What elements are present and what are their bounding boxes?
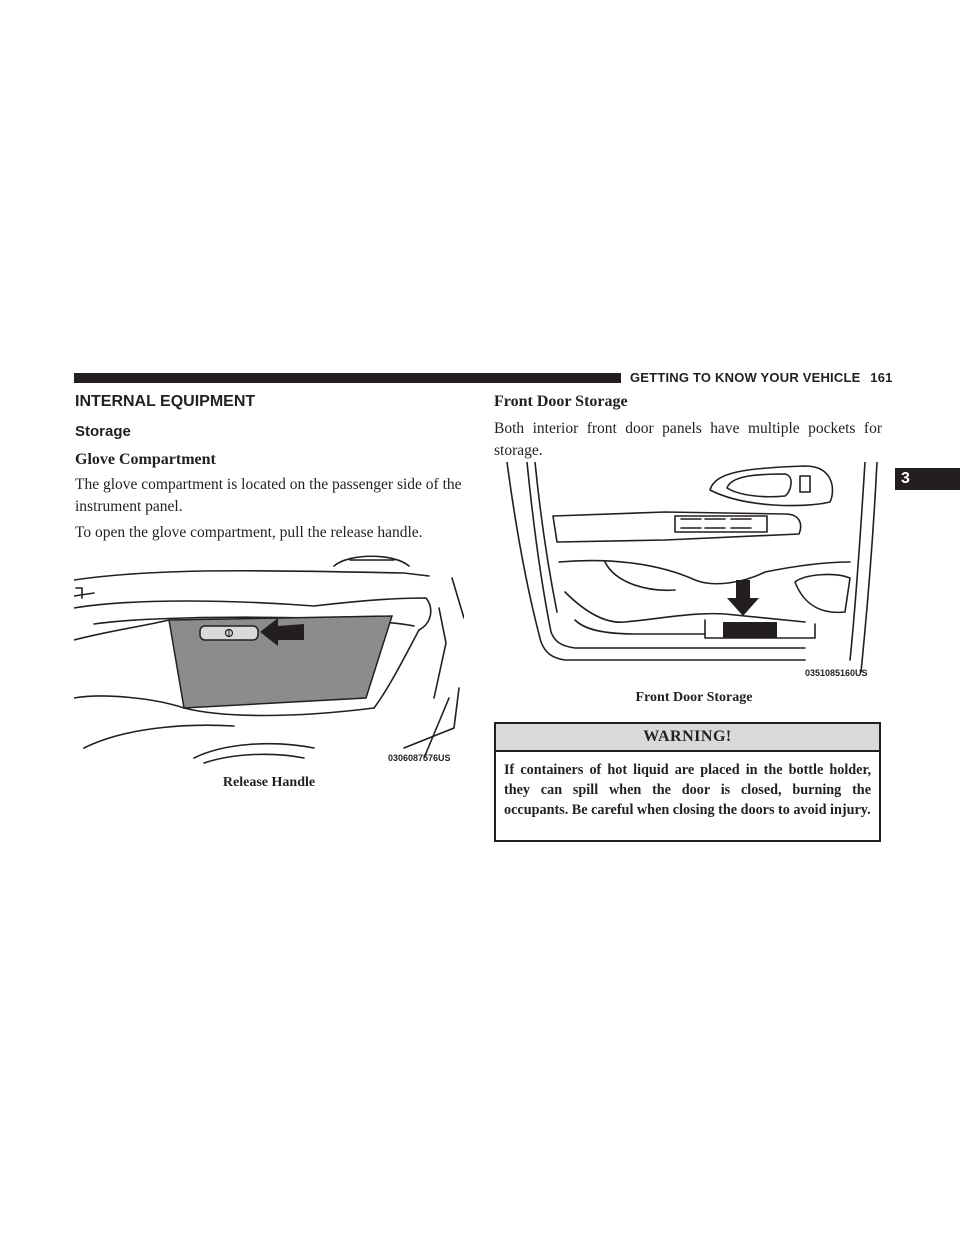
section-heading: INTERNAL EQUIPMENT [75,393,256,410]
page-number: 161 [870,370,893,385]
door-figure-caption: Front Door Storage [635,690,753,705]
door-storage-heading: Front Door Storage [494,393,628,410]
glove-paragraph-1: The glove compartment is located on the passenger side of the instrument panel. [75,476,462,515]
glove-paragraph-2: To open the glove compartment, pull the release handle. [75,524,423,541]
warning-box [494,722,881,842]
figure-code: 0306087576US [388,753,451,763]
door-panel-illustration [505,462,883,684]
door-paragraph: Both interior front door panels have multiple pockets for storage. [494,420,882,459]
section-title: GETTING TO KNOW YOUR VEHICLE [630,370,861,385]
glove-heading: Glove Compartment [75,451,216,468]
door-storage-figure [505,462,883,684]
chapter-tab: 3 [895,468,960,490]
subsection-heading: Storage [75,423,131,440]
glove-figure-caption: Release Handle [222,775,316,790]
warning-text: If containers of hot liquid are placed in the bottle holder, they can spill when the door is closed, burning the occupants. Be careful when closing the doors to avoid injury. [504,762,871,818]
warning-title: WARNING! [496,724,879,752]
figure-code: 0351085160US [805,668,868,678]
running-header [630,370,893,385]
glove-compartment-figure [74,548,464,768]
header-rule [74,373,621,383]
glove-compartment-illustration [74,548,464,768]
